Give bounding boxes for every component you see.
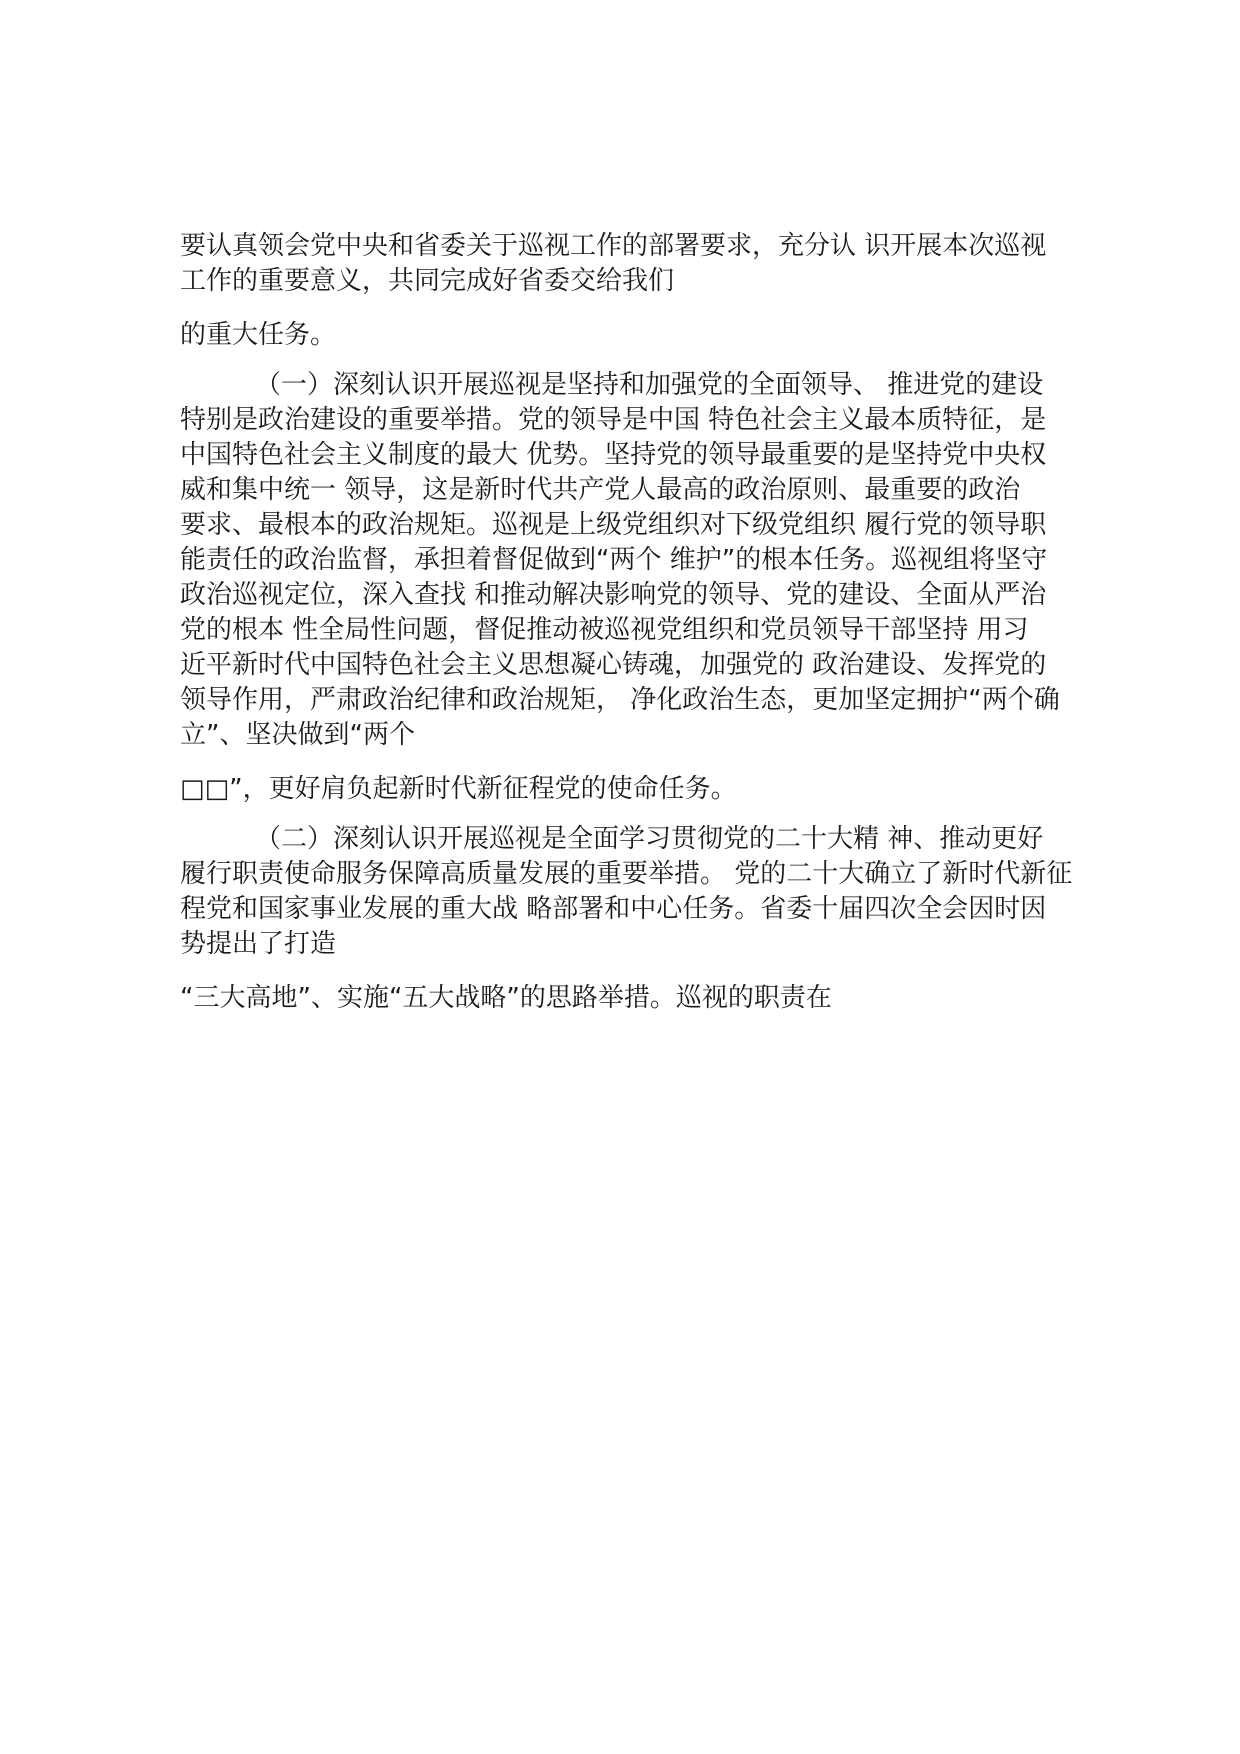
text-line: 工作的重要意义，共同完成好省委交给我们 (180, 266, 675, 296)
paragraph-first-line: （一）深刻认识开展巡视是坚持和加强党的全面领导、 推进党的建设 (255, 370, 1044, 400)
text-line: 近平新时代中国特色社会主义思想凝心铸魂，加强党的 政治建设、发挥党的 (180, 650, 1047, 680)
text-line: 势提出了打造 (180, 929, 337, 959)
text-line: “三大高地”、实施“五大战略”的思路举措。巡视的职责在 (180, 983, 832, 1013)
text-line: 党的根本 性全局性问题，督促推动被巡视党组织和党员领导干部坚持 用习 (180, 615, 1029, 645)
text-line: 威和集中统一 领导，这是新时代共产党人最高的政治原则、最重要的政治 (180, 475, 1021, 505)
text-line: 要求、最根本的政治规矩。巡视是上级党组织对下级党组织 履行党的领导职 (180, 510, 1047, 540)
text-line: 履行职责使命服务保障高质量发展的重要举措。 党的二十大确立了新时代新征 (180, 859, 1073, 889)
text-line: □□”，更好肩负起新时代新征程党的使命任务。 (180, 774, 737, 804)
text-line: 政治巡视定位，深入查找 和推动解决影响党的领导、党的建设、全面从严治 (180, 580, 1047, 610)
paragraph-first-line: （二）深刻认识开展巡视是全面学习贯彻党的二十大精 神、推动更好 (255, 824, 1044, 854)
text-line: 领导作用，严肃政治纪律和政治规矩， 净化政治生态，更加坚定拥护“两个确 (180, 685, 1060, 715)
text-line: 立”、坚决做到“两个 (180, 720, 415, 750)
text-line: 特别是政治建设的重要举措。党的领导是中国 特色社会主义最本质特征，是 (180, 405, 1047, 435)
text-line: 要认真领会党中央和省委关于巡视工作的部署要求，充分认 识开展本次巡视 (180, 231, 1047, 261)
text-line: 的重大任务。 (180, 320, 337, 350)
text-line: 程党和国家事业发展的重大战 略部署和中心任务。省委十届四次全会因时因 (180, 894, 1047, 924)
text-line: 能责任的政治监督，承担着督促做到“两个 维护”的根本任务。巡视组将坚守 (180, 545, 1048, 575)
text-line: 中国特色社会主义制度的最大 优势。坚持党的领导最重要的是坚持党中央权 (180, 440, 1047, 470)
